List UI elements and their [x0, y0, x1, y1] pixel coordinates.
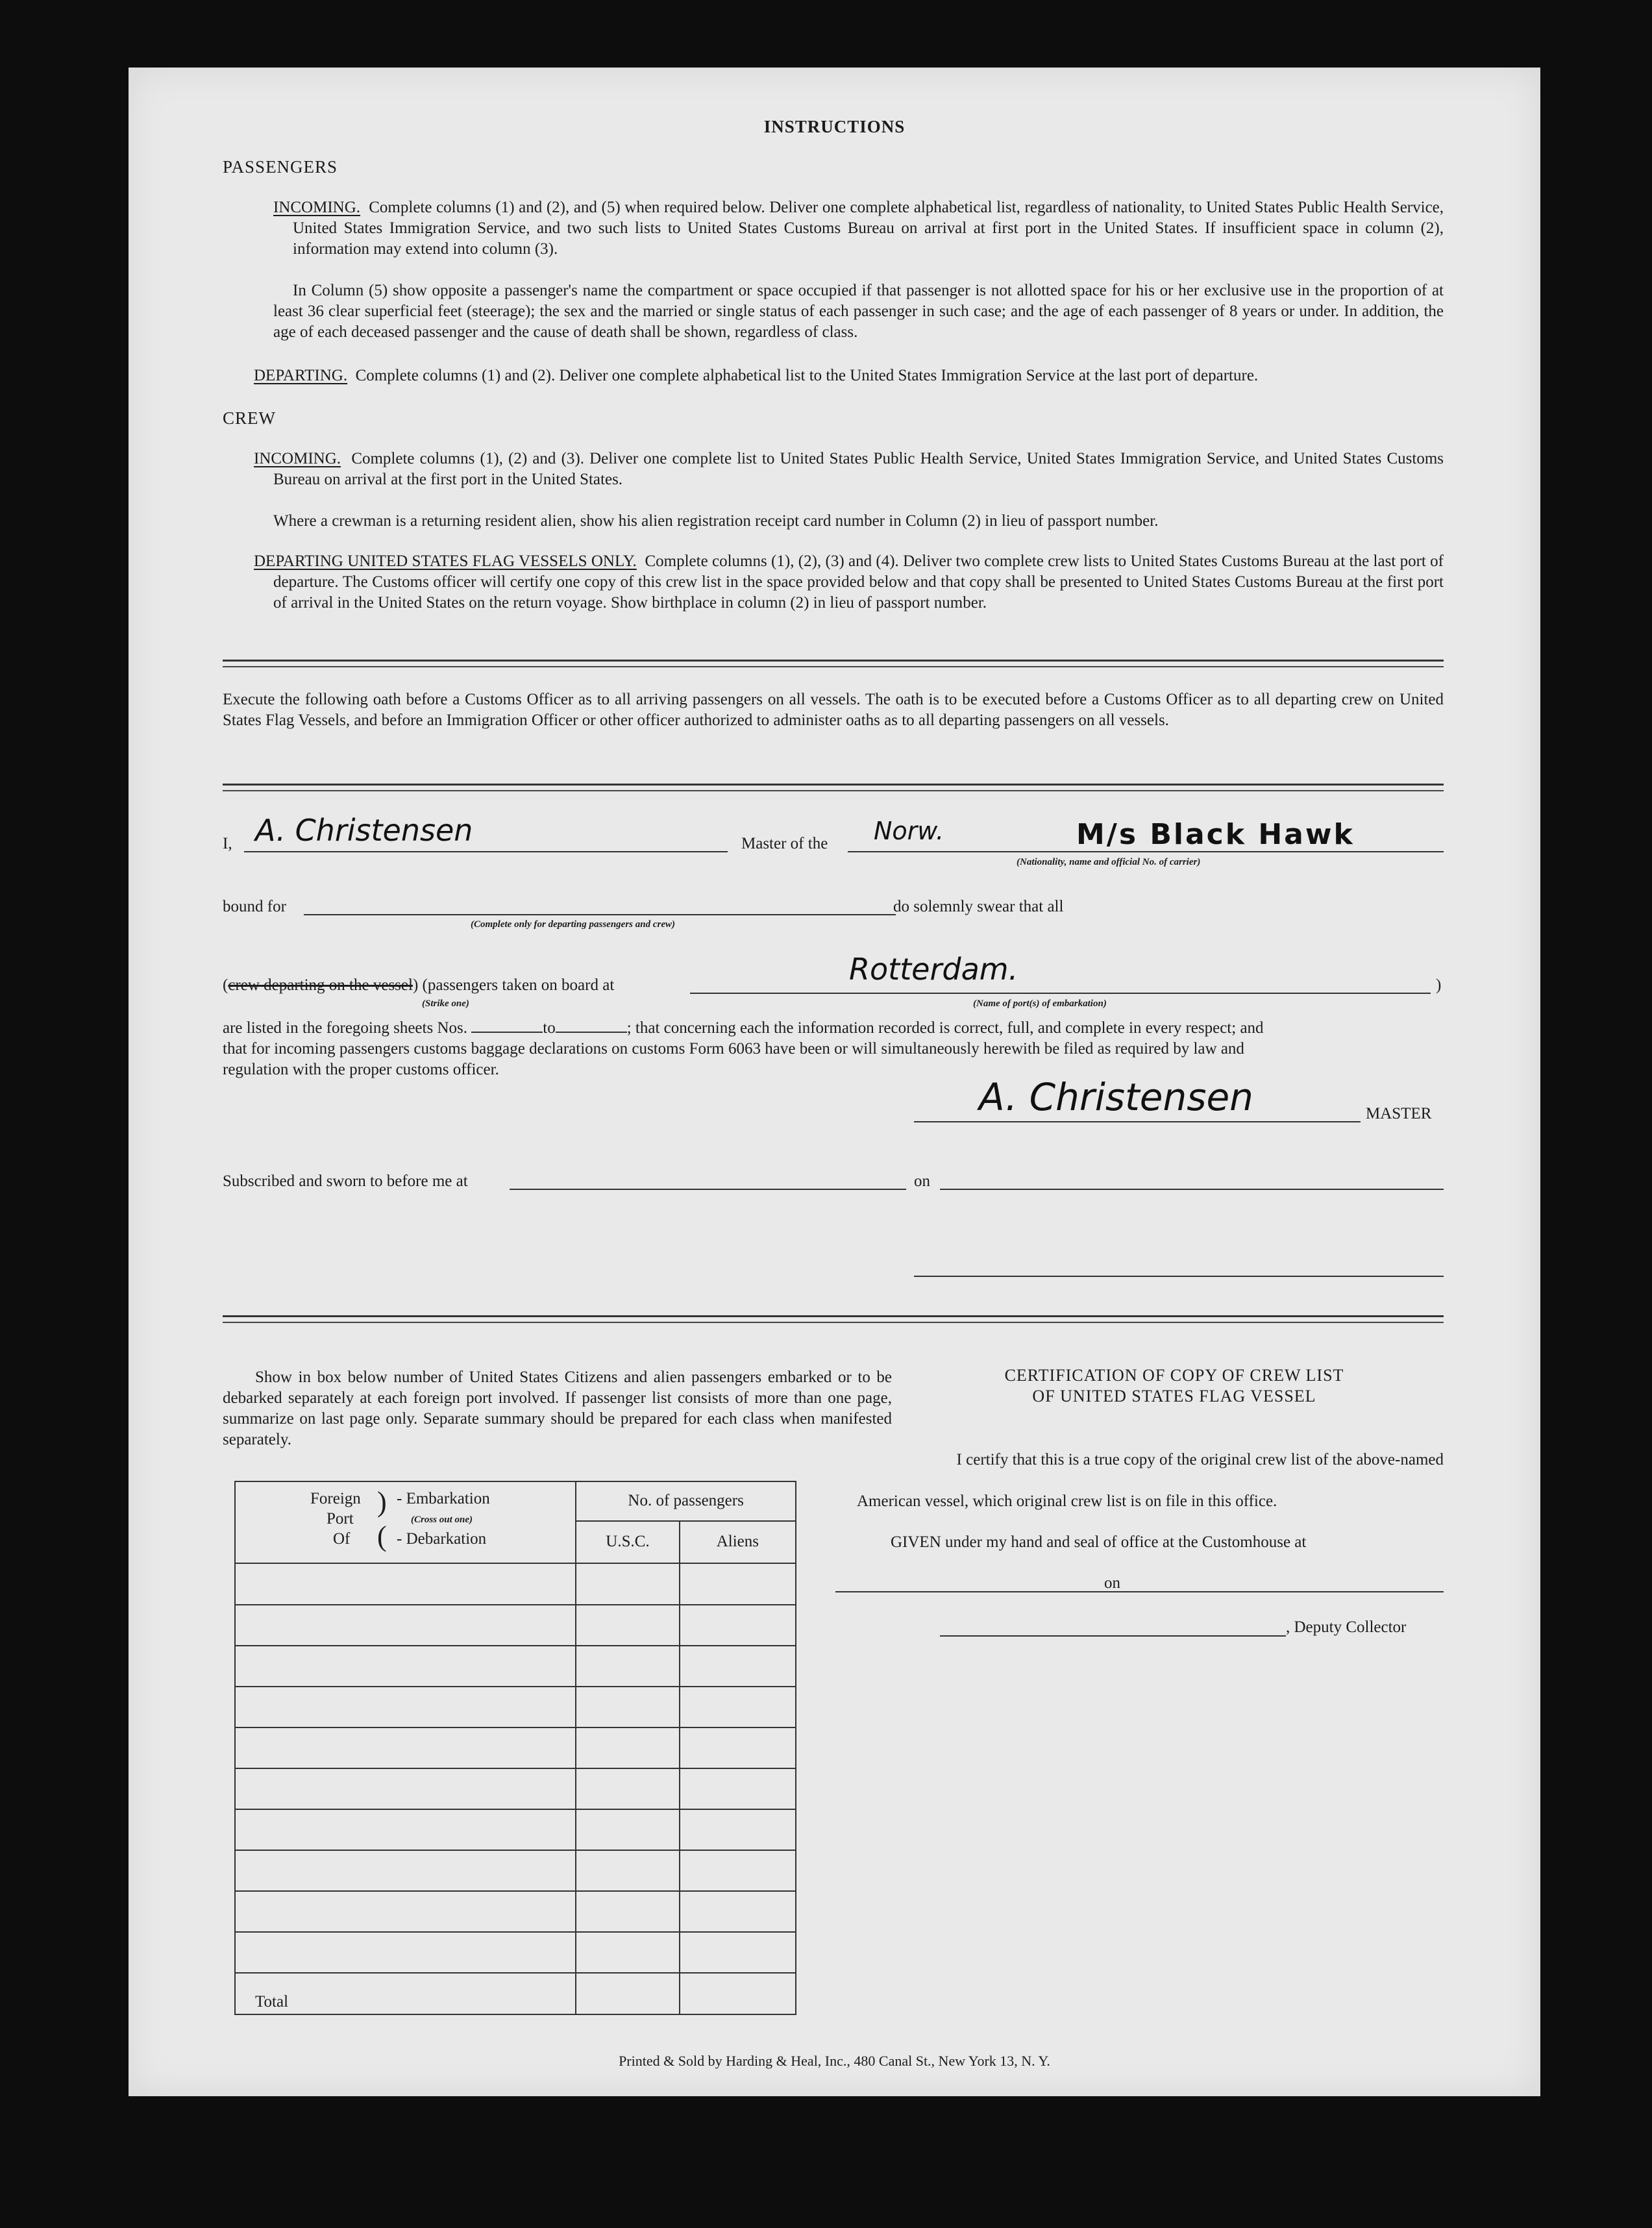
table-row [235, 1605, 796, 1646]
usc-total-cell[interactable] [576, 1973, 679, 2014]
table-row [235, 1809, 796, 1850]
embarkation-close-paren: ) [1436, 976, 1442, 994]
usc-cell[interactable] [576, 1563, 679, 1605]
table-row [235, 1891, 796, 1932]
certification-title-2: OF UNITED STATES FLAG VESSEL [1032, 1387, 1316, 1405]
table-row [235, 1687, 796, 1727]
passengers-taken-label: (passengers taken on board at [422, 976, 615, 994]
debarkation-label: - Debarkation [397, 1530, 487, 1548]
listed-paragraph [223, 1017, 1444, 1080]
table-row [235, 1563, 796, 1605]
passengers-departing-text: Complete columns (1) and (2). Deliver one complete alphabetical list to the United States Immigration Service at the last port of departure. [355, 367, 1259, 384]
usc-cell[interactable] [576, 1809, 679, 1850]
embarkation-port-handwritten: Rotterdam. [849, 952, 1018, 987]
port-cell[interactable] [235, 1646, 576, 1687]
usc-cell[interactable] [576, 1727, 679, 1768]
port-label: Port [327, 1510, 354, 1528]
divider-top-2 [223, 666, 1444, 667]
crew-departing-struck: crew departing on the vessel [228, 976, 413, 994]
aliens-total-cell[interactable] [680, 1973, 796, 2014]
port-cell[interactable] [235, 1605, 576, 1646]
master-name-line [244, 851, 728, 852]
certify-text-1: I certify that this is a true copy of the original crew list of the above-named [956, 1451, 1444, 1468]
flag-vessels-text: Complete columns (1), (2), (3) and (4). Deliver two complete crew lists to United States Customs Bureau at the last port of departure. The Customs officer will certify one copy of this crew list in the space provided below and that copy shall be presented to United States Customs Bureau at the first port of arrival in the United States on the return voyage. Show birthplace in column (2) in lieu of passport number. [273, 552, 1444, 612]
summary-instructions: Show in box below number of United States Citizens and alien passengers embarked or to be debarked separately at each foreign port involved. If passenger list consists of more than one page, summarize on last page only. Separate summary should be prepared for each class when manifested separately. [223, 1368, 892, 1448]
aliens-cell[interactable] [680, 1932, 796, 1973]
of-label: Of [333, 1530, 351, 1548]
master-of-label: Master of the [741, 835, 828, 852]
port-cell[interactable] [235, 1687, 576, 1727]
aliens-cell[interactable] [680, 1646, 796, 1687]
bound-for-line [304, 914, 896, 915]
passengers-departing-paragraph [254, 365, 1444, 386]
aliens-cell[interactable] [680, 1727, 796, 1768]
instructions-title: INSTRUCTIONS [763, 117, 906, 136]
usc-cell[interactable] [576, 1932, 679, 1973]
crew-incoming-label: INCOMING. [254, 450, 341, 467]
aliens-cell[interactable] [680, 1687, 796, 1727]
foreign-label: Foreign [310, 1490, 361, 1507]
usc-header: U.S.C. [576, 1521, 679, 1563]
listed-line-2: that for incoming passengers customs baggage declarations on customs Form 6063 have been or will simultaneously herewith be filed as required by law and [223, 1040, 1244, 1058]
aliens-cell[interactable] [680, 1891, 796, 1932]
divider-mid-1 [223, 784, 1444, 786]
officer-signature-line [914, 1276, 1444, 1277]
customhouse-line [835, 1591, 1444, 1592]
divider-bottom-2 [223, 1322, 1444, 1323]
nationality-handwritten: Norw. [874, 817, 944, 845]
usc-cell[interactable] [576, 1646, 679, 1687]
subscribed-on-label: on [914, 1172, 930, 1190]
sheet-from-blank [471, 1017, 543, 1033]
foreign-port-header [235, 1481, 576, 1563]
paren-open: ( [223, 976, 228, 994]
aliens-cell[interactable] [680, 1563, 796, 1605]
crew-heading: CREW [223, 408, 276, 428]
port-cell[interactable] [235, 1850, 576, 1891]
i-label: I, [223, 835, 232, 852]
execute-oath-paragraph: Execute the following oath before a Customs Officer as to all arriving passengers on all vessels. The oath is to be executed before a Customs Officer as to all departing crew on United States Flag Vessels, and before an Immigration Officer or other officer authorized to administer oaths as to all departing passengers on all vessels. [223, 691, 1444, 729]
aliens-cell[interactable] [680, 1605, 796, 1646]
listed-rest: ; that concerning each the information recorded is correct, full, and complete in every respect; and [626, 1019, 1264, 1037]
crew-incoming-text: Complete columns (1), (2) and (3). Deliver one complete list to United States Public Health Service, United States Immigration Service, and United States Customs Bureau on arrival at the first port in the United States. [273, 450, 1444, 488]
port-cell[interactable] [235, 1563, 576, 1605]
master-name-handwritten: A. Christensen [255, 813, 473, 848]
brace-bottom: ( [377, 1520, 387, 1552]
passenger-summary-table [234, 1481, 796, 2015]
column5-paragraph: In Column (5) show opposite a passenger's name the compartment or space occupied if that passenger is not allotted space for his or her exclusive use in the proportion of at least 36 clear superficial feet (steerage); the sex and the married or single status of each passenger in such case; and the age of each passenger of 8 years or under. In addition, the age of each deceased passenger and the cause of death shall be shown, regardless of class. [273, 282, 1444, 341]
deputy-signature-line [940, 1635, 1286, 1637]
divider-mid-2 [223, 790, 1444, 791]
table-row [235, 1850, 796, 1891]
table-row [235, 1727, 796, 1768]
port-cell[interactable] [235, 1768, 576, 1809]
table-row [235, 1932, 796, 1973]
port-cell[interactable] [235, 1809, 576, 1850]
crewman-paragraph: Where a crewman is a returning resident alien, show his alien registration receipt card number in Column (2) in lieu of passport number. [273, 512, 1159, 530]
certify-text-2: American vessel, which original crew list is on file in this office. [857, 1492, 1277, 1510]
listed-line-3: regulation with the proper customs officer. [223, 1061, 499, 1078]
passengers-incoming-text: Complete columns (1) and (2), and (5) when required below. Deliver one complete alphabetical list, regardless of nationality, to United States Public Health Service, United States Immigration Service, and two such lists to United States Customs Bureau on arrival at first port in the United States. If insufficient space in column (2), information may extend into column (3). [293, 199, 1444, 258]
flag-vessels-label: DEPARTING UNITED STATES FLAG VESSELS ONLY. [254, 552, 637, 570]
master-label: MASTER [1366, 1105, 1432, 1122]
nationality-caption: (Nationality, name and official No. of carrier) [1017, 857, 1201, 867]
usc-cell[interactable] [576, 1687, 679, 1727]
carrier-line [848, 851, 1444, 852]
port-cell[interactable] [235, 1891, 576, 1932]
usc-cell[interactable] [576, 1891, 679, 1932]
embarkation-line [690, 993, 1431, 994]
master-signature-line [914, 1121, 1361, 1122]
bound-for-caption: (Complete only for departing passengers and crew) [471, 919, 675, 930]
listed-line-1 [223, 1017, 1444, 1039]
strike-one-caption: (Strike one) [422, 998, 469, 1009]
aliens-cell[interactable] [680, 1768, 796, 1809]
certification-title-1: CERTIFICATION OF COPY OF CREW LIST [1004, 1366, 1344, 1385]
crew-passengers-clause [223, 976, 614, 995]
cross-out-caption: (Cross out one) [411, 1515, 473, 1525]
printer-footer: Printed & Sold by Harding & Heal, Inc., 480 Canal St., New York 13, N. Y. [619, 2053, 1050, 2069]
aliens-cell[interactable] [680, 1809, 796, 1850]
passengers-incoming-paragraph [273, 197, 1444, 260]
flag-vessels-paragraph [254, 551, 1444, 613]
divider-top-1 [223, 660, 1444, 662]
passengers-incoming-label: INCOMING. [273, 199, 361, 216]
usc-cell[interactable] [576, 1605, 679, 1646]
port-cell[interactable] [235, 1932, 576, 1973]
subscribed-place-line [510, 1189, 906, 1190]
swear-text: do solemnly swear that all [893, 898, 1064, 915]
to-label: to [543, 1019, 556, 1037]
subscribed-label: Subscribed and sworn to before me at [223, 1172, 468, 1190]
divider-bottom-1 [223, 1315, 1444, 1317]
aliens-cell[interactable] [680, 1850, 796, 1891]
no-passengers-header: No. of passengers [576, 1481, 796, 1521]
embarkation-caption: (Name of port(s) of embarkation) [973, 998, 1107, 1009]
embarkation-label: - Embarkation [397, 1490, 490, 1507]
crew-incoming-paragraph [254, 449, 1444, 490]
usc-cell[interactable] [576, 1768, 679, 1809]
listed-label: are listed in the foregoing sheets Nos. [223, 1019, 467, 1037]
certification-on-label: on [1104, 1574, 1120, 1592]
sheet-to-blank [556, 1017, 627, 1033]
form-sheet [129, 68, 1540, 2096]
given-text: GIVEN under my hand and seal of office at the Customhouse at [891, 1533, 1307, 1551]
paren-close: ) [412, 976, 419, 994]
table-row [235, 1646, 796, 1687]
passengers-heading: PASSENGERS [223, 157, 338, 177]
total-row [235, 1973, 796, 2014]
passengers-departing-label: DEPARTING. [254, 367, 348, 384]
master-signature: A. Christensen [979, 1075, 1253, 1119]
total-label: Total [235, 1973, 576, 2014]
aliens-header: Aliens [680, 1521, 796, 1563]
usc-cell[interactable] [576, 1850, 679, 1891]
vessel-name-typed: M/s Black Hawk [1076, 818, 1355, 851]
table-row [235, 1768, 796, 1809]
deputy-collector-label: , Deputy Collector [1286, 1618, 1407, 1636]
bound-for-label: bound for [223, 898, 286, 915]
port-cell[interactable] [235, 1727, 576, 1768]
subscribed-date-line [940, 1189, 1444, 1190]
brace-top: ) [377, 1486, 387, 1518]
